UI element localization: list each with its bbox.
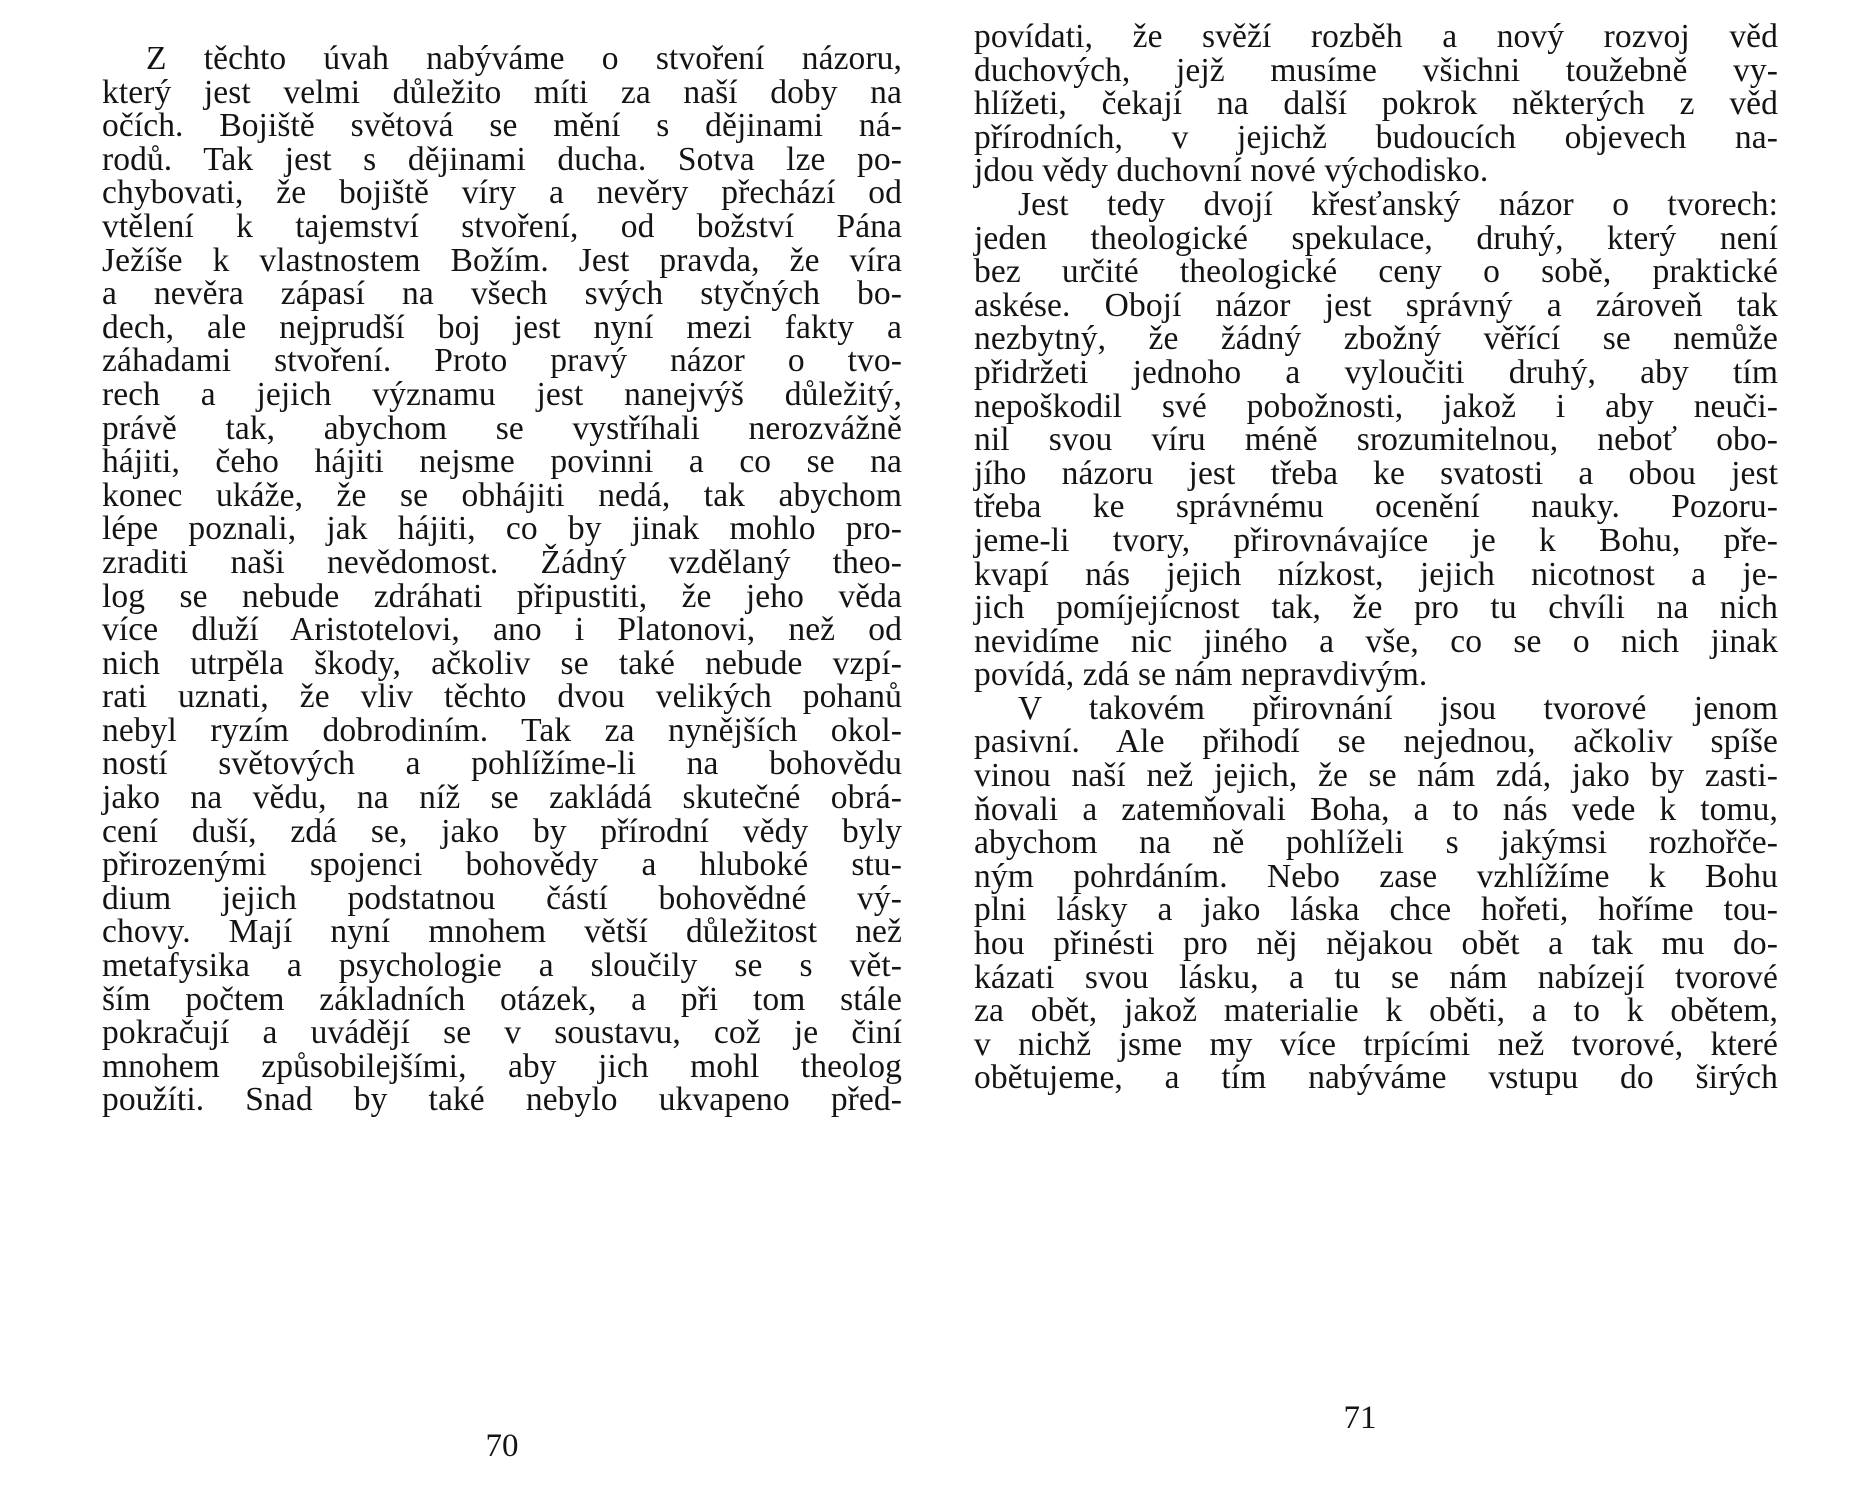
text-line: v nichž jsme my více trpícími než tvorové, které bbox=[974, 1025, 1778, 1063]
text-line: obětujeme, a tím nabýváme vstupu do širých bbox=[974, 1059, 1778, 1097]
text-line: záhadami stvoření. Proto pravý názor o tvo- bbox=[102, 342, 902, 380]
text-line: duchových, jejž musíme všichni toužebně vy- bbox=[974, 51, 1778, 89]
text-line: kvapí nás jejich nízkost, jejich nicotnost a je- bbox=[974, 555, 1778, 593]
text-line: hou přinésti pro něj nějakou obět a tak mu do- bbox=[974, 925, 1778, 963]
text-line: log se nebude zdráhati připustiti, že jeho věda bbox=[102, 577, 902, 615]
text-line: použíti. Snad by také nebylo ukvapeno před- bbox=[102, 1081, 902, 1119]
text-line: pasivní. Ale přihodí se nejednou, ačkoliv spíše bbox=[974, 723, 1778, 761]
text-line: rodů. Tak jest s dějinami ducha. Sotva lze po- bbox=[102, 140, 902, 178]
right-page-text bbox=[974, 20, 1778, 1095]
text-line: hájiti, čeho hájiti nejsme povinni a co se na bbox=[102, 443, 902, 481]
text-line: nezbytný, že žádný zbožný věřící se nemůže bbox=[974, 320, 1778, 358]
text-line: nich utrpěla škody, ačkoliv se také nebude vzpí- bbox=[102, 644, 902, 682]
text-line: ším počtem základních otázek, a při tom stále bbox=[102, 980, 902, 1018]
text-line: více dluží Aristotelovi, ano i Platonovi, než od bbox=[102, 611, 902, 649]
text-line: nebyl ryzím dobrodiním. Tak za nynějších okol- bbox=[102, 711, 902, 749]
text-line: konec ukáže, že se obhájiti nedá, tak abychom bbox=[102, 476, 902, 514]
text-line: povídati, že svěží rozběh a nový rozvoj věd bbox=[974, 18, 1778, 55]
text-line: třeba ke správnému ocenění nauky. Pozoru- bbox=[974, 488, 1778, 526]
text-line: pokračují a uvádějí se v soustavu, což je činí bbox=[102, 1014, 902, 1052]
text-line: vinou naší než jejich, že se nám zdá, jako by zasti- bbox=[974, 757, 1778, 795]
text-line: jího názoru jest třeba ke svatosti a obou jest bbox=[974, 454, 1778, 492]
text-line: cení duší, zdá se, jako by přírodní vědy byly bbox=[102, 812, 902, 850]
text-line: rech a jejich významu jest nanejvýš důležitý, bbox=[102, 375, 902, 413]
text-line: nevidíme nic jiného a vše, co se o nich jinak bbox=[974, 622, 1778, 660]
text-line: mnohem způsobilejšími, aby jich mohl theolog bbox=[102, 1047, 902, 1085]
text-line: Ježíše k vlastnostem Božím. Jest pravda, že víra bbox=[102, 241, 902, 279]
text-line: hlížeti, čekají na další pokrok některých z věd bbox=[974, 85, 1778, 123]
text-line: ným pohrdáním. Nebo zase vzhlížíme k Bohu bbox=[974, 857, 1778, 895]
text-line: jich pomíjejícnost tak, že pro tu chvíli na nich bbox=[974, 589, 1778, 627]
text-line: Jest tedy dvojí křesťanský názor o tvorech: bbox=[1018, 185, 1778, 223]
left-page-text bbox=[102, 42, 902, 1117]
text-line: přírodních, v jejichž budoucích objevech na- bbox=[974, 118, 1778, 156]
text-line: přirozenými spojenci bohovědy a hluboké stu- bbox=[102, 846, 902, 884]
text-line: a nevěra zápasí na všech svých styčných bo- bbox=[102, 275, 902, 313]
text-line: Z těchto úvah nabýváme o stvoření názoru, bbox=[146, 40, 902, 77]
text-line: jeme-li tvory, přirovnávajíce je k Bohu, pře- bbox=[974, 521, 1778, 559]
text-line: zraditi naši nevědomost. Žádný vzdělaný theo- bbox=[102, 543, 902, 581]
text-line: nil svou víru méně srozumitelnou, neboť obo- bbox=[974, 421, 1778, 459]
text-line: askése. Obojí názor jest správný a zároveň tak bbox=[974, 286, 1778, 324]
text-line: plni lásky a jako láska chce hořeti, hoříme tou- bbox=[974, 891, 1778, 929]
text-line: vtělení k tajemství stvoření, od božství Pána bbox=[102, 207, 902, 245]
text-line: přidržeti jednoho a vyloučiti druhý, aby tím bbox=[974, 353, 1778, 391]
text-line: nepoškodil své pobožnosti, jakož i aby neuči- bbox=[974, 387, 1778, 425]
text-line: metafysika a psychologie a sloučily se s vět- bbox=[102, 947, 902, 985]
text-line: rati uznati, že vliv těchto dvou velikých pohanů bbox=[102, 678, 902, 716]
text-line: ňovali a zatemňovali Boha, a to nás vede k tomu, bbox=[974, 790, 1778, 828]
text-line: bez určité theologické ceny o sobě, praktické bbox=[974, 253, 1778, 291]
text-line: dium jejich podstatnou částí bohovědné vý- bbox=[102, 879, 902, 917]
right-page bbox=[925, 0, 1850, 1500]
text-line: právě tak, abychom se vystříhali nerozvážně bbox=[102, 409, 902, 447]
text-line: dech, ale nejprudší boj jest nyní mezi fakty a bbox=[102, 308, 902, 346]
text-line: ností světových a pohlížíme-li na bohovědu bbox=[102, 745, 902, 783]
text-line: chovy. Mají nyní mnohem větší důležitost než bbox=[102, 913, 902, 951]
text-line: který jest velmi důležito míti za naší doby na bbox=[102, 73, 902, 111]
text-line: abychom na ně pohlíželi s jakýmsi rozhořče- bbox=[974, 824, 1778, 862]
text-line: očích. Bojiště světová se mění s dějinami ná- bbox=[102, 107, 902, 145]
text-line: V takovém přirovnání jsou tvorové jenom bbox=[1018, 689, 1778, 727]
text-line: jdou vědy duchovní nové východisko. bbox=[974, 152, 1489, 190]
text-line: kázati svou lásku, a tu se nám nabízejí tvorové bbox=[974, 958, 1778, 996]
text-line: chybovati, že bojiště víry a nevěry přechází od bbox=[102, 174, 902, 212]
text-line: jako na vědu, na níž se zakládá skutečné obrá- bbox=[102, 779, 902, 817]
text-line: povídá, zdá se nám nepravdivým. bbox=[974, 656, 1428, 694]
text-line: lépe poznali, jak hájiti, co by jinak mohlo pro- bbox=[102, 510, 902, 548]
text-line: za obět, jakož materialie k oběti, a to k obětem, bbox=[974, 992, 1778, 1030]
text-line: jeden theologické spekulace, druhý, který není bbox=[974, 219, 1778, 257]
page-number: 70 bbox=[485, 1428, 519, 1464]
page-number: 71 bbox=[1343, 1400, 1377, 1436]
